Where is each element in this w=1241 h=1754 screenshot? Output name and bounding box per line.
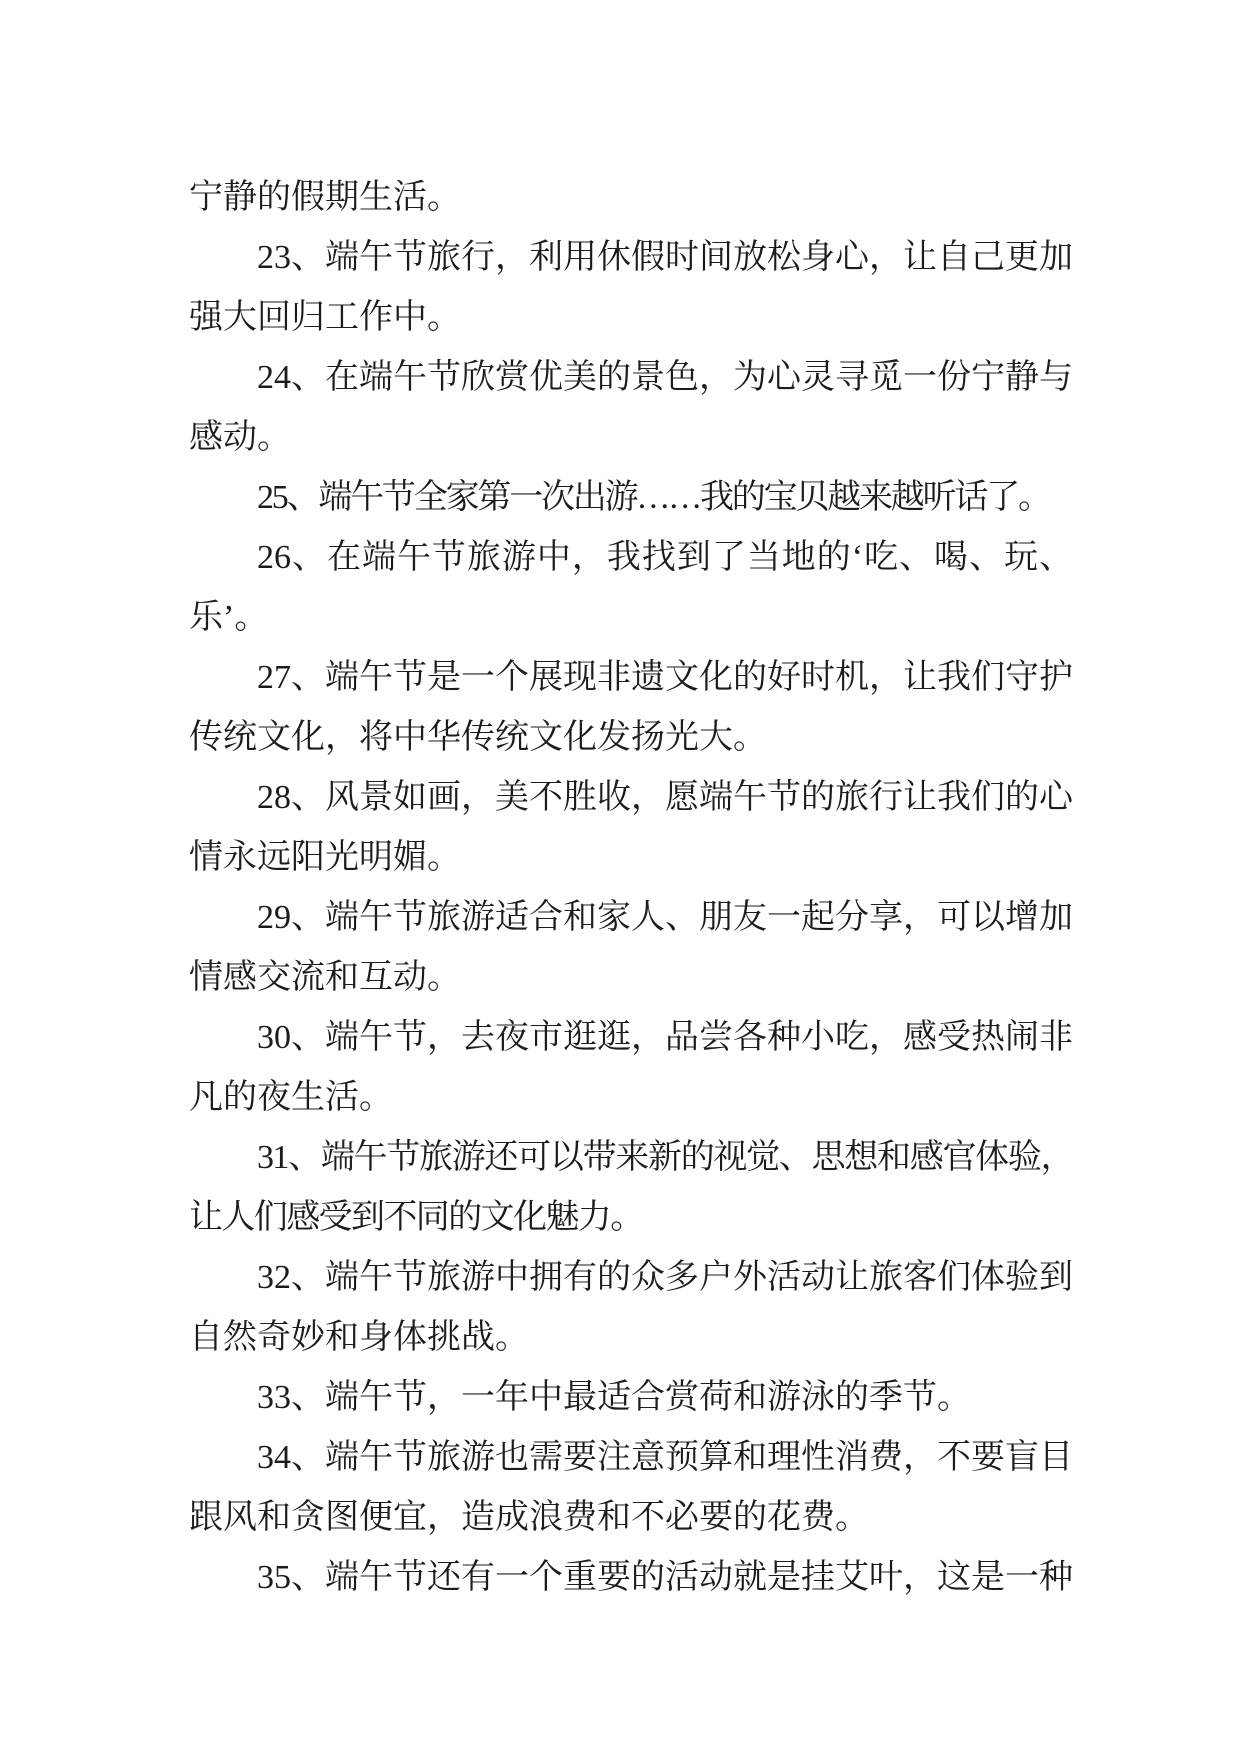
paragraph: 28、风景如画，美不胜收，愿端午节的旅行让我们的心情永远阳光明媚。 [189,779,1073,876]
paragraph: 25、端午节全家第一次出游……我的宝贝越来越听话了。 [257,479,1050,516]
document-text-block [189,168,1073,1608]
paragraph: 27、端午节是一个展现非遗文化的好时机，让我们守护传统文化，将中华传统文化发扬光大。 [189,659,1073,756]
paragraph: 24、在端午节欣赏优美的景色，为心灵寻觅一份宁静与感动。 [189,359,1073,456]
paragraph: 31、端午节旅游还可以带来新的视觉、思想和感官体验，让人们感受到不同的文化魅力。 [189,1139,1073,1236]
paragraph: 23、端午节旅行，利用休假时间放松身心，让自己更加强大回归工作中。 [189,239,1073,336]
paragraph: 30、端午节，去夜市逛逛，品尝各种小吃，感受热闹非凡的夜生活。 [189,1019,1073,1116]
paragraph: 26、在端午节旅游中，我找到了当地的‘吃、喝、玩、乐’。 [189,539,1073,636]
paragraph: 34、端午节旅游也需要注意预算和理性消费，不要盲目跟风和贪图便宜，造成浪费和不必要的花费。 [189,1439,1073,1536]
paragraph: 宁静的假期生活。 [189,179,461,216]
paragraph: 29、端午节旅游适合和家人、朋友一起分享，可以增加情感交流和互动。 [189,899,1073,996]
paragraph: 32、端午节旅游中拥有的众多户外活动让旅客们体验到自然奇妙和身体挑战。 [189,1259,1073,1356]
paragraph: 35、端午节还有一个重要的活动就是挂艾叶，这是一种 [257,1559,1073,1596]
paragraph: 33、端午节，一年中最适合赏荷和游泳的季节。 [257,1379,971,1416]
